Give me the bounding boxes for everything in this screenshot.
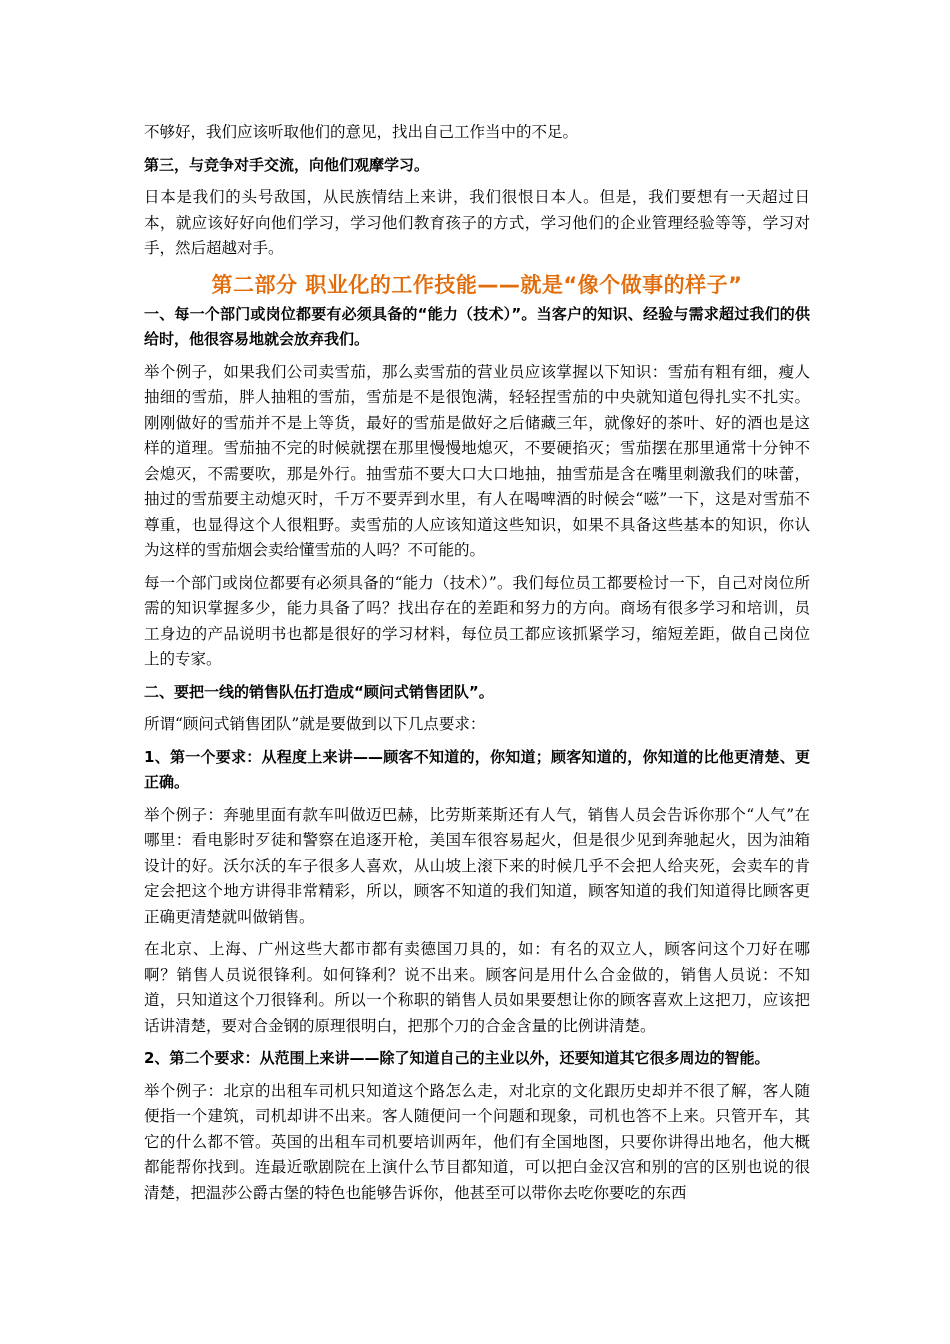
paragraph-japan: 日本是我们的头号敌国，从民族情结上来讲，我们很恨日本人。但是，我们要想有一天超过日本，就应该好好向他们学习，学习他们教育孩子的方式，学习他们的企业管理经验等等，学习对手，然后超越对手。 bbox=[144, 188, 810, 257]
heading-one: 一、每一个部门或岗位都要有必须具备的“能力（技术）”。当客户的知识、经验与需求超过我们的供给时，他很容易地就会放弃我们。 bbox=[144, 304, 810, 348]
document-page bbox=[144, 120, 810, 1206]
paragraph-benz-example: 举个例子：奔驰里面有款车叫做迈巴赫，比劳斯莱斯还有人气，销售人员会告诉你那个“人气”在哪里：看电影时歹徒和警察在追逐开枪，美国车很容易起火，但是很少见到奔驰起火，因为油箱设计的好。沃尔沃的车子很多人喜欢，从山坡上滚下来的时候几乎不会把人给夹死，会卖车的肯定会把这个地方讲得非常精彩，所以，顾客不知道的我们知道，顾客知道的我们知道得比顾客更正确更清楚就叫做销售。 bbox=[144, 805, 810, 926]
heading-two: 二、要把一线的销售队伍打造成“顾问式销售团队”。 bbox=[144, 682, 494, 701]
paragraph-knife-example: 在北京、上海、广州这些大都市都有卖德国刀具的，如：有名的双立人，顾客问这个刀好在哪啊？销售人员说很锋利。如何锋利？说不出来。顾客问是用什么合金做的，销售人员说：不知道，只知道这个刀很锋利。所以一个称职的销售人员如果要想让你的顾客喜欢上这把刀，应该把话讲清楚，要对合金钢的原理很明白，把那个刀的合金含量的比例讲清楚。 bbox=[144, 940, 810, 1035]
paragraph-taxi-example: 举个例子：北京的出租车司机只知道这个路怎么走，对北京的文化跟历史却并不很了解，客人随便指一个建筑，司机却讲不出来。客人随便问一个问题和现象，司机也答不上来。只管开车，其它的什么都不管。英国的出租车司机要培训两年，他们有全国地图，只要你讲得出地名，他大概都能帮你找到。连最近歌剧院在上演什么节目都知道，可以把白金汉宫和别的宫的区别也说的很清楚，把温莎公爵古堡的特色也能够告诉你，他甚至可以带你去吃你要吃的东西 bbox=[144, 1081, 810, 1202]
requirement-one-heading: 1、第一个要求：从程度上来讲——顾客不知道的，你知道；顾客知道的，你知道的比他更清楚、更正确。 bbox=[144, 747, 810, 791]
paragraph-continuation: 不够好，我们应该听取他们的意见，找出自己工作当中的不足。 bbox=[144, 123, 579, 141]
paragraph-cigar-example: 举个例子，如果我们公司卖雪茄，那么卖雪茄的营业员应该掌握以下知识：雪茄有粗有细，瘦人抽细的雪茄，胖人抽粗的雪茄，雪茄是不是很饱满，轻轻捏雪茄的中央就知道包得扎实不扎实。刚刚做好的雪茄并不是上等货，最好的雪茄是做好之后储藏三年，就像好的茶叶、好的酒也是这样的道理。雪茄抽不完的时候就摆在那里慢慢地熄灭，不要硬掐灭；雪茄摆在那里通常十分钟不会熄灭，不需要吹，那是外行。抽雪茄不要大口大口地抽，抽雪茄是含在嘴里刺激我们的味蕾，抽过的雪茄要主动熄灭时，千万不要弄到水里，有人在喝啤酒的时候会“嗞”一下，这是对雪茄不尊重，也显得这个人很粗野。卖雪茄的人应该知道这些知识，如果不具备这些基本的知识，你认为这样的雪茄烟会卖给懂雪茄的人吗？不可能的。 bbox=[144, 362, 810, 559]
paragraph-ability: 每一个部门或岗位都要有必须具备的“能力（技术）”。我们每位员工都要检讨一下，自己对岗位所需的知识掌握多少，能力具备了吗？找出存在的差距和努力的方向。商场有很多学习和培训，员工身边的产品说明书也都是很好的学习材料，每位员工都应该抓紧学习，缩短差距，做自己岗位上的专家。 bbox=[144, 573, 810, 668]
paragraph-consultant-intro: 所谓“顾问式销售团队”就是要做到以下几点要求： bbox=[144, 715, 486, 733]
section-title: 第二部分 职业化的工作技能——就是“像个做事的样子” bbox=[211, 272, 743, 297]
point-three-heading: 第三，与竞争对手交流，向他们观摩学习。 bbox=[144, 155, 430, 174]
requirement-two-heading: 2、第二个要求：从范围上来讲——除了知道自己的主业以外，还要知道其它很多周边的智能。 bbox=[144, 1049, 770, 1067]
